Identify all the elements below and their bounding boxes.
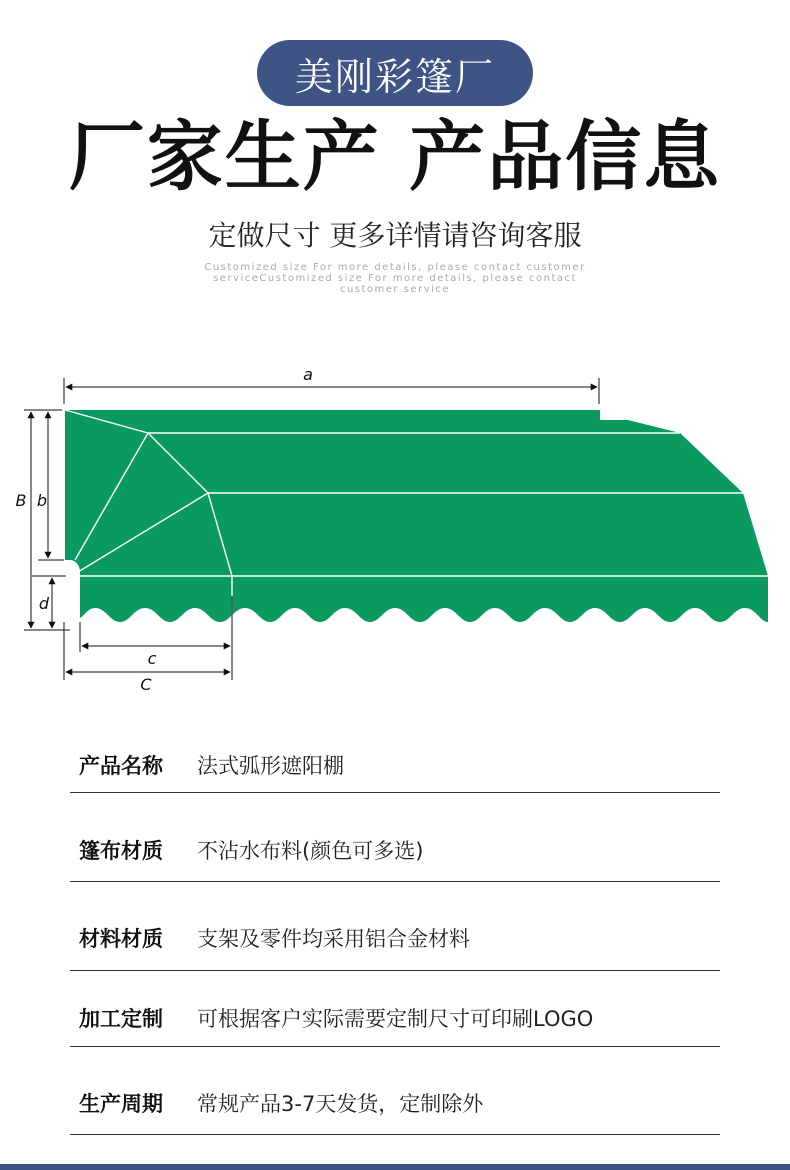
spec-key: 材料材质	[79, 926, 163, 951]
spec-value: 法式弧形遮阳棚	[197, 753, 344, 778]
spec-key: 生产周期	[79, 1092, 163, 1116]
spec-value: 不沾水布料(颜色可多选)	[197, 838, 424, 863]
spec-value: 支架及零件均采用铝合金材料	[197, 926, 470, 951]
dimension-a	[64, 378, 599, 404]
dimension-b	[38, 412, 64, 560]
spec-value: 常规产品3-7天发货，定制除外	[197, 1092, 484, 1116]
spec-key: 产品名称	[79, 753, 163, 778]
brand-badge	[257, 40, 533, 106]
page-title: 厂家生产 产品信息	[68, 112, 722, 201]
page-subtitle: 定做尺寸 更多详情请咨询客服	[208, 219, 582, 252]
spec-row-product-name	[70, 737, 720, 793]
spec-row-fabric	[70, 818, 720, 882]
spec-key: 加工定制	[79, 1006, 163, 1031]
english-caption: Customized size For more details, please contact customer serviceCustomized size For more details, please contact customer service	[204, 262, 586, 295]
label-a: a	[303, 365, 313, 384]
label-d: d	[38, 594, 50, 613]
brand-badge-label: 美刚彩篷厂	[294, 54, 495, 99]
spec-key: 篷布材质	[79, 838, 163, 863]
bottom-divider	[0, 1164, 790, 1170]
label-B: B	[15, 491, 27, 510]
label-b: b	[36, 491, 48, 510]
label-c: c	[147, 649, 157, 668]
label-C: C	[140, 675, 152, 694]
spec-row-material	[70, 905, 720, 971]
awning-dimension-diagram	[0, 360, 790, 700]
spec-row-customization	[70, 989, 720, 1047]
spec-value: 可根据客户实际需要定制尺寸可印刷LOGO	[197, 1006, 594, 1031]
spec-row-lead-time	[70, 1072, 720, 1135]
